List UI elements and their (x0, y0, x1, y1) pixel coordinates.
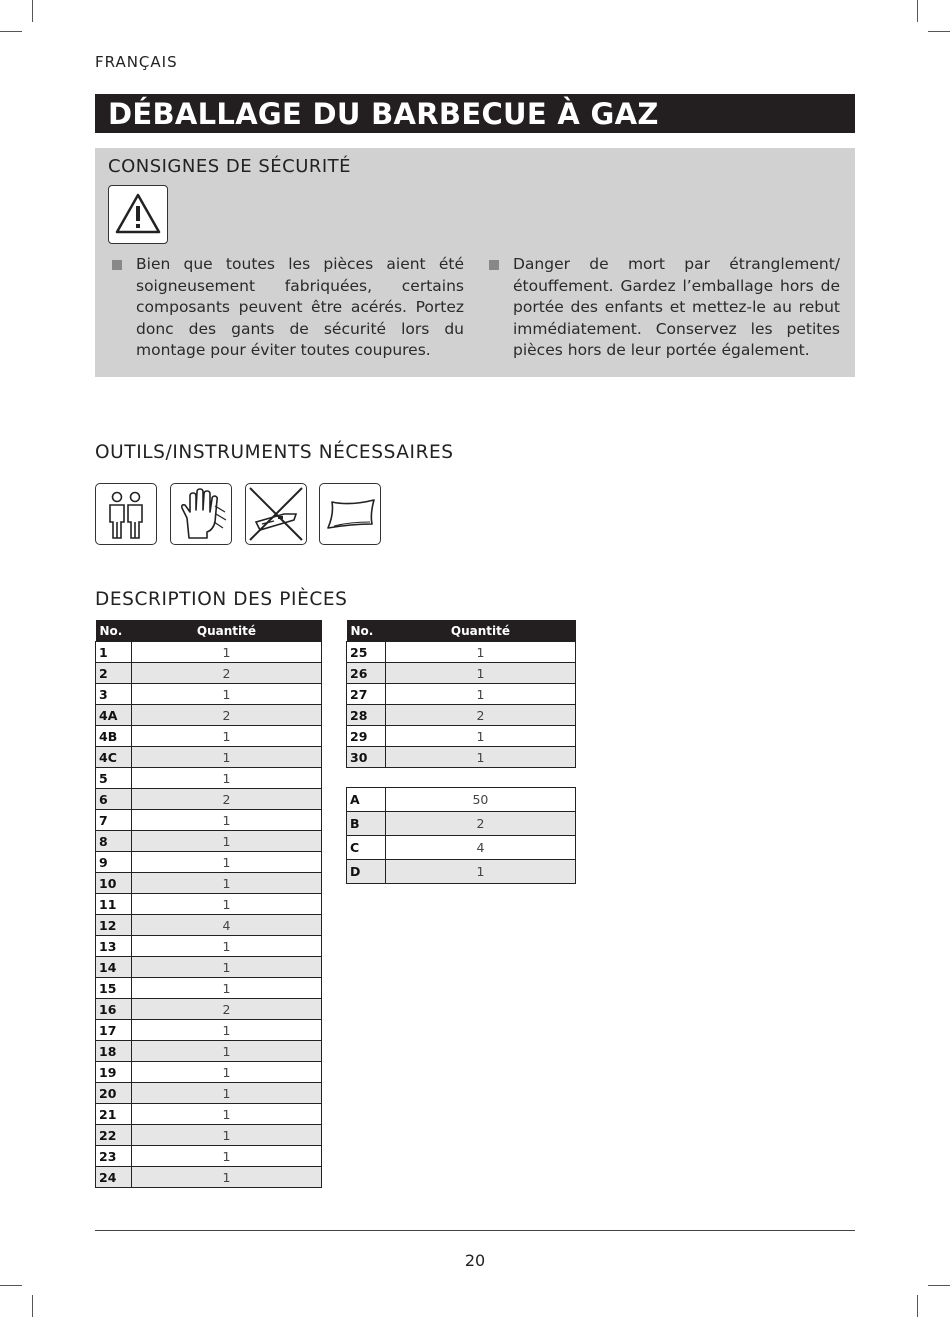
table-row (347, 726, 576, 747)
table-row (96, 894, 322, 915)
table-row (347, 788, 576, 812)
part-quantity: 1 (131, 936, 321, 957)
crop-mark (917, 0, 918, 22)
part-number: 22 (96, 1125, 132, 1146)
part-quantity: 1 (385, 860, 575, 884)
table-header-row (96, 620, 322, 642)
table-row (96, 726, 322, 747)
part-quantity: 1 (131, 852, 321, 873)
part-quantity: 1 (131, 1041, 321, 1062)
part-number: 5 (96, 768, 132, 789)
table-row (96, 852, 322, 873)
crop-mark (0, 31, 22, 32)
table-row (347, 642, 576, 663)
part-quantity: 1 (131, 873, 321, 894)
part-number: 28 (347, 705, 386, 726)
page-title: DÉBALLAGE DU BARBECUE À GAZ (95, 94, 855, 133)
part-number: 11 (96, 894, 132, 915)
table-row (96, 1167, 322, 1188)
part-quantity: 1 (131, 1125, 321, 1146)
column-header-no: No. (96, 620, 132, 642)
part-number: D (347, 860, 386, 884)
safety-instructions-box (95, 148, 855, 377)
part-quantity: 4 (385, 836, 575, 860)
table-row (347, 812, 576, 836)
safety-bullet-text: Danger de mort par étranglement/ étouffement. Gardez l’emballage hors de portée des enfants et mettez-le au rebut immédiatement. Conservez les petites pièces hors de leur portée également. (513, 255, 840, 359)
no-cutter-knife-icon (245, 483, 307, 545)
table-row (347, 747, 576, 768)
table-row (96, 978, 322, 999)
table-row (96, 663, 322, 684)
footer-divider (95, 1230, 855, 1231)
table-row (347, 860, 576, 884)
two-persons-icon (95, 483, 157, 545)
table-row (96, 1041, 322, 1062)
cloth-pad-icon (319, 483, 381, 545)
part-quantity: 1 (385, 684, 575, 705)
table-row (96, 810, 322, 831)
part-number: 12 (96, 915, 132, 936)
table-row (96, 957, 322, 978)
part-quantity: 1 (131, 810, 321, 831)
crop-mark (32, 1295, 33, 1317)
part-number: 13 (96, 936, 132, 957)
warning-triangle-icon (108, 185, 168, 244)
part-number: 4C (96, 747, 132, 768)
table-row (96, 1083, 322, 1104)
bullet-marker (112, 260, 122, 270)
table-row (96, 684, 322, 705)
table-row (96, 999, 322, 1020)
table-row (96, 873, 322, 894)
part-number: A (347, 788, 386, 812)
part-quantity: 1 (385, 642, 575, 663)
part-quantity: 1 (131, 768, 321, 789)
part-quantity: 1 (131, 684, 321, 705)
table-row (96, 747, 322, 768)
part-number: 3 (96, 684, 132, 705)
table-row (96, 1146, 322, 1167)
part-quantity: 2 (385, 705, 575, 726)
parts-heading: DESCRIPTION DES PIÈCES (95, 589, 348, 610)
part-number: 4A (96, 705, 132, 726)
table-header-row (347, 620, 576, 642)
crop-mark (928, 1285, 950, 1286)
table-row (347, 836, 576, 860)
column-header-no: No. (347, 620, 386, 642)
part-number: 20 (96, 1083, 132, 1104)
table-row (96, 1104, 322, 1125)
page-number: 20 (464, 1251, 486, 1270)
part-number: 17 (96, 1020, 132, 1041)
table-row (96, 915, 322, 936)
safety-glove-icon (170, 483, 232, 545)
table-row (347, 663, 576, 684)
part-number: 2 (96, 663, 132, 684)
part-quantity: 1 (131, 1020, 321, 1041)
safety-heading: CONSIGNES DE SÉCURITÉ (108, 156, 352, 177)
part-number: 21 (96, 1104, 132, 1125)
crop-mark (0, 1285, 22, 1286)
part-quantity: 1 (131, 978, 321, 999)
crop-mark (32, 0, 33, 22)
part-quantity: 2 (131, 663, 321, 684)
part-number: 30 (347, 747, 386, 768)
part-quantity: 50 (385, 788, 575, 812)
table-row (96, 768, 322, 789)
table-row (96, 1125, 322, 1146)
part-number: 16 (96, 999, 132, 1020)
table-row (96, 1020, 322, 1041)
part-number: 26 (347, 663, 386, 684)
part-quantity: 2 (131, 789, 321, 810)
bullet-marker (489, 260, 499, 270)
part-quantity: 1 (131, 642, 321, 663)
part-number: 10 (96, 873, 132, 894)
part-quantity: 1 (131, 1083, 321, 1104)
table-row (347, 705, 576, 726)
part-quantity: 1 (131, 831, 321, 852)
part-number: 8 (96, 831, 132, 852)
part-quantity: 1 (131, 726, 321, 747)
part-number: 14 (96, 957, 132, 978)
part-quantity: 1 (131, 1062, 321, 1083)
part-quantity: 1 (131, 1104, 321, 1125)
part-quantity: 1 (385, 663, 575, 684)
safety-bullet-text: Bien que toutes les pièces aient été soigneusement fabriquées, certains composants peuvent être acérés. Portez donc des gants de sécurité lors du montage pour éviter toutes coupures. (136, 255, 464, 359)
part-quantity: 2 (131, 999, 321, 1020)
language-label: FRANÇAIS (95, 53, 178, 71)
part-quantity: 1 (131, 1167, 321, 1188)
part-number: 24 (96, 1167, 132, 1188)
part-number: 7 (96, 810, 132, 831)
part-number: 19 (96, 1062, 132, 1083)
part-number: 23 (96, 1146, 132, 1167)
table-row (96, 642, 322, 663)
parts-table-1 (95, 620, 322, 1188)
hardware-table (346, 787, 576, 884)
part-quantity: 2 (385, 812, 575, 836)
part-number: 29 (347, 726, 386, 747)
part-quantity: 1 (385, 726, 575, 747)
part-number: 4B (96, 726, 132, 747)
table-row (347, 684, 576, 705)
part-quantity: 1 (131, 957, 321, 978)
part-number: C (347, 836, 386, 860)
table-row (96, 936, 322, 957)
part-quantity: 4 (131, 915, 321, 936)
part-number: 25 (347, 642, 386, 663)
part-quantity: 1 (131, 894, 321, 915)
column-header-qty: Quantité (385, 620, 575, 642)
table-row (96, 789, 322, 810)
column-header-qty: Quantité (131, 620, 321, 642)
part-quantity: 1 (131, 1146, 321, 1167)
part-quantity: 1 (131, 747, 321, 768)
part-number: 1 (96, 642, 132, 663)
part-number: 18 (96, 1041, 132, 1062)
part-number: B (347, 812, 386, 836)
part-number: 27 (347, 684, 386, 705)
crop-mark (928, 31, 950, 32)
table-row (96, 705, 322, 726)
part-quantity: 1 (385, 747, 575, 768)
part-number: 6 (96, 789, 132, 810)
part-number: 15 (96, 978, 132, 999)
part-number: 9 (96, 852, 132, 873)
parts-table-2 (346, 620, 576, 768)
crop-mark (917, 1295, 918, 1317)
part-quantity: 2 (131, 705, 321, 726)
table-row (96, 831, 322, 852)
tools-heading: OUTILS/INSTRUMENTS NÉCESSAIRES (95, 442, 454, 463)
table-row (96, 1062, 322, 1083)
